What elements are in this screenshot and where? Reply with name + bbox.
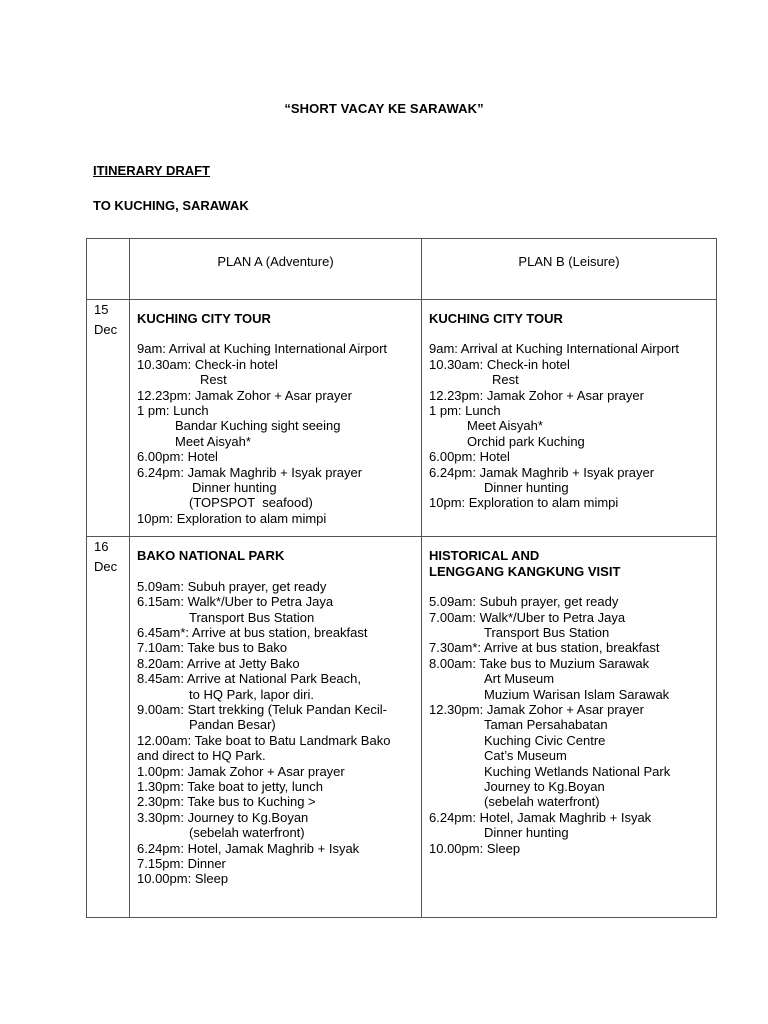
schedule-line: Kuching Wetlands National Park	[484, 763, 671, 779]
plan-a-day2-schedule	[137, 579, 415, 887]
schedule-line: Art Museum	[484, 671, 555, 687]
schedule-line: Bandar Kuching sight seeing	[175, 418, 341, 434]
schedule-line: 1.00pm: Jamak Zohor + Asar prayer	[137, 763, 345, 779]
schedule-line: 12.00am: Take boat to Batu Landmark Bako	[137, 732, 391, 748]
table-row	[87, 300, 717, 537]
plan-b-day2-title-line2: LENGGANG KANGKUNG VISIT	[429, 563, 621, 579]
plan-b-day1-title: KUCHING CITY TOUR	[429, 311, 563, 326]
schedule-line: 7.15pm: Dinner	[137, 856, 226, 871]
plan-b-header: PLAN B (Leisure)	[422, 239, 717, 300]
schedule-line: Rest	[492, 372, 519, 388]
schedule-line: 5.09am: Subuh prayer, get ready	[137, 578, 327, 594]
schedule-line: 5.09am: Subuh prayer, get ready	[429, 594, 619, 610]
schedule-line: 7.00am: Walk*/Uber to Petra Jaya	[429, 609, 626, 625]
plan-a-day1-schedule	[137, 341, 415, 526]
plan-a-day2-title: BAKO NATIONAL PARK	[137, 548, 285, 564]
schedule-line: 6.00pm: Hotel	[137, 449, 218, 465]
date-day: 15	[94, 302, 109, 317]
plan-a-day1-title: KUCHING CITY TOUR	[137, 311, 271, 326]
schedule-line: Cat’s Museum	[484, 748, 567, 764]
date-month: Dec	[94, 322, 118, 337]
schedule-line: 6.24pm: Hotel, Jamak Maghrib + Isyak	[137, 840, 360, 856]
date-month: Dec	[94, 559, 118, 575]
schedule-line: 10pm: Exploration to alam mimpi	[429, 495, 619, 511]
destination-heading: TO KUCHING, SARAWAK	[93, 198, 249, 213]
schedule-line: 3.30pm: Journey to Kg.Boyan	[137, 809, 309, 825]
schedule-line: Muzium Warisan Islam Sarawak	[484, 686, 670, 702]
schedule-line: Orchid park Kuching	[467, 433, 585, 449]
plan-b-day1-schedule	[429, 341, 710, 510]
date-day: 16	[94, 539, 109, 555]
schedule-line: 6.24pm: Hotel, Jamak Maghrib + Isyak	[429, 809, 652, 825]
itinerary-heading: ITINERARY DRAFT	[93, 163, 210, 178]
schedule-line: 6.24pm: Jamak Maghrib + Isyak prayer	[137, 464, 363, 480]
schedule-line: Meet Aisyah*	[175, 433, 251, 449]
schedule-line: Kuching Civic Centre	[484, 732, 606, 748]
schedule-line: Transport Bus Station	[189, 609, 315, 625]
schedule-line: 1 pm: Lunch	[429, 403, 501, 419]
schedule-line: 9am: Arrival at Kuching International Airport	[137, 341, 388, 357]
plan-a-day1-cell	[130, 300, 422, 537]
date-cell	[87, 537, 130, 918]
empty-corner-cell	[87, 239, 130, 300]
schedule-line: 10.30am: Check-in hotel	[137, 356, 278, 372]
schedule-line: Dinner hunting	[192, 480, 277, 496]
schedule-line: 9.00am: Start trekking (Teluk Pandan Kecil-	[137, 701, 388, 717]
schedule-line: 12.23pm: Jamak Zohor + Asar prayer	[137, 387, 352, 403]
schedule-line: 10.00pm: Sleep	[137, 871, 229, 887]
schedule-line: 6.15am: Walk*/Uber to Petra Jaya	[137, 594, 334, 610]
schedule-line: to HQ Park, lapor diri.	[189, 686, 314, 702]
schedule-line: 6.45am*: Arrive at bus station, breakfast	[137, 624, 368, 640]
table-row	[87, 537, 717, 918]
plan-b-day2-title-line1: HISTORICAL AND	[429, 548, 540, 564]
plan-b-day1-cell	[422, 300, 717, 537]
schedule-line: 7.30am*: Arrive at bus station, breakfast	[429, 640, 660, 656]
plan-b-day2-schedule	[429, 594, 710, 856]
schedule-line: 12.23pm: Jamak Zohor + Asar prayer	[429, 387, 644, 403]
schedule-line: Pandan Besar)	[189, 717, 276, 733]
schedule-line: 8.00am: Take bus to Muzium Sarawak	[429, 655, 650, 671]
schedule-line: 12.30pm: Jamak Zohor + Asar prayer	[429, 701, 644, 717]
schedule-line: Meet Aisyah*	[467, 418, 543, 434]
schedule-line: 1 pm: Lunch	[137, 403, 209, 419]
schedule-line: Rest	[200, 372, 227, 388]
schedule-line: Taman Persahabatan	[484, 717, 608, 733]
schedule-line: 7.10am: Take bus to Bako	[137, 640, 288, 656]
schedule-line: (sebelah waterfront)	[484, 794, 600, 810]
date-cell	[87, 300, 130, 537]
schedule-line: (TOPSPOT seafood)	[189, 495, 313, 511]
schedule-line: 8.45am: Arrive at National Park Beach,	[137, 671, 362, 687]
plan-a-day2-cell	[130, 537, 422, 918]
table-header-row	[87, 239, 717, 300]
schedule-line: 8.20am: Arrive at Jetty Bako	[137, 655, 300, 671]
schedule-line: 6.00pm: Hotel	[429, 449, 510, 465]
schedule-line: 1.30pm: Take boat to jetty, lunch	[137, 778, 323, 794]
itinerary-table	[86, 238, 717, 918]
schedule-line: 10.30am: Check-in hotel	[429, 356, 570, 372]
schedule-line: Journey to Kg.Boyan	[484, 778, 605, 794]
schedule-line: 10pm: Exploration to alam mimpi	[137, 510, 327, 526]
document-title: “SHORT VACAY KE SARAWAK”	[284, 101, 484, 116]
plan-b-day2-cell	[422, 537, 717, 918]
schedule-line: 6.24pm: Jamak Maghrib + Isyak prayer	[429, 464, 655, 480]
schedule-line: 10.00pm: Sleep	[429, 840, 521, 856]
schedule-line: Dinner hunting	[484, 480, 569, 496]
schedule-line: Dinner hunting	[484, 825, 569, 841]
schedule-line: 9am: Arrival at Kuching International Airport	[429, 341, 680, 357]
plan-a-header: PLAN A (Adventure)	[130, 239, 422, 300]
schedule-line: (sebelah waterfront)	[189, 825, 305, 841]
schedule-line: and direct to HQ Park.	[137, 748, 266, 764]
schedule-line: Transport Bus Station	[484, 624, 610, 640]
schedule-line: 2.30pm: Take bus to Kuching >	[137, 794, 316, 810]
